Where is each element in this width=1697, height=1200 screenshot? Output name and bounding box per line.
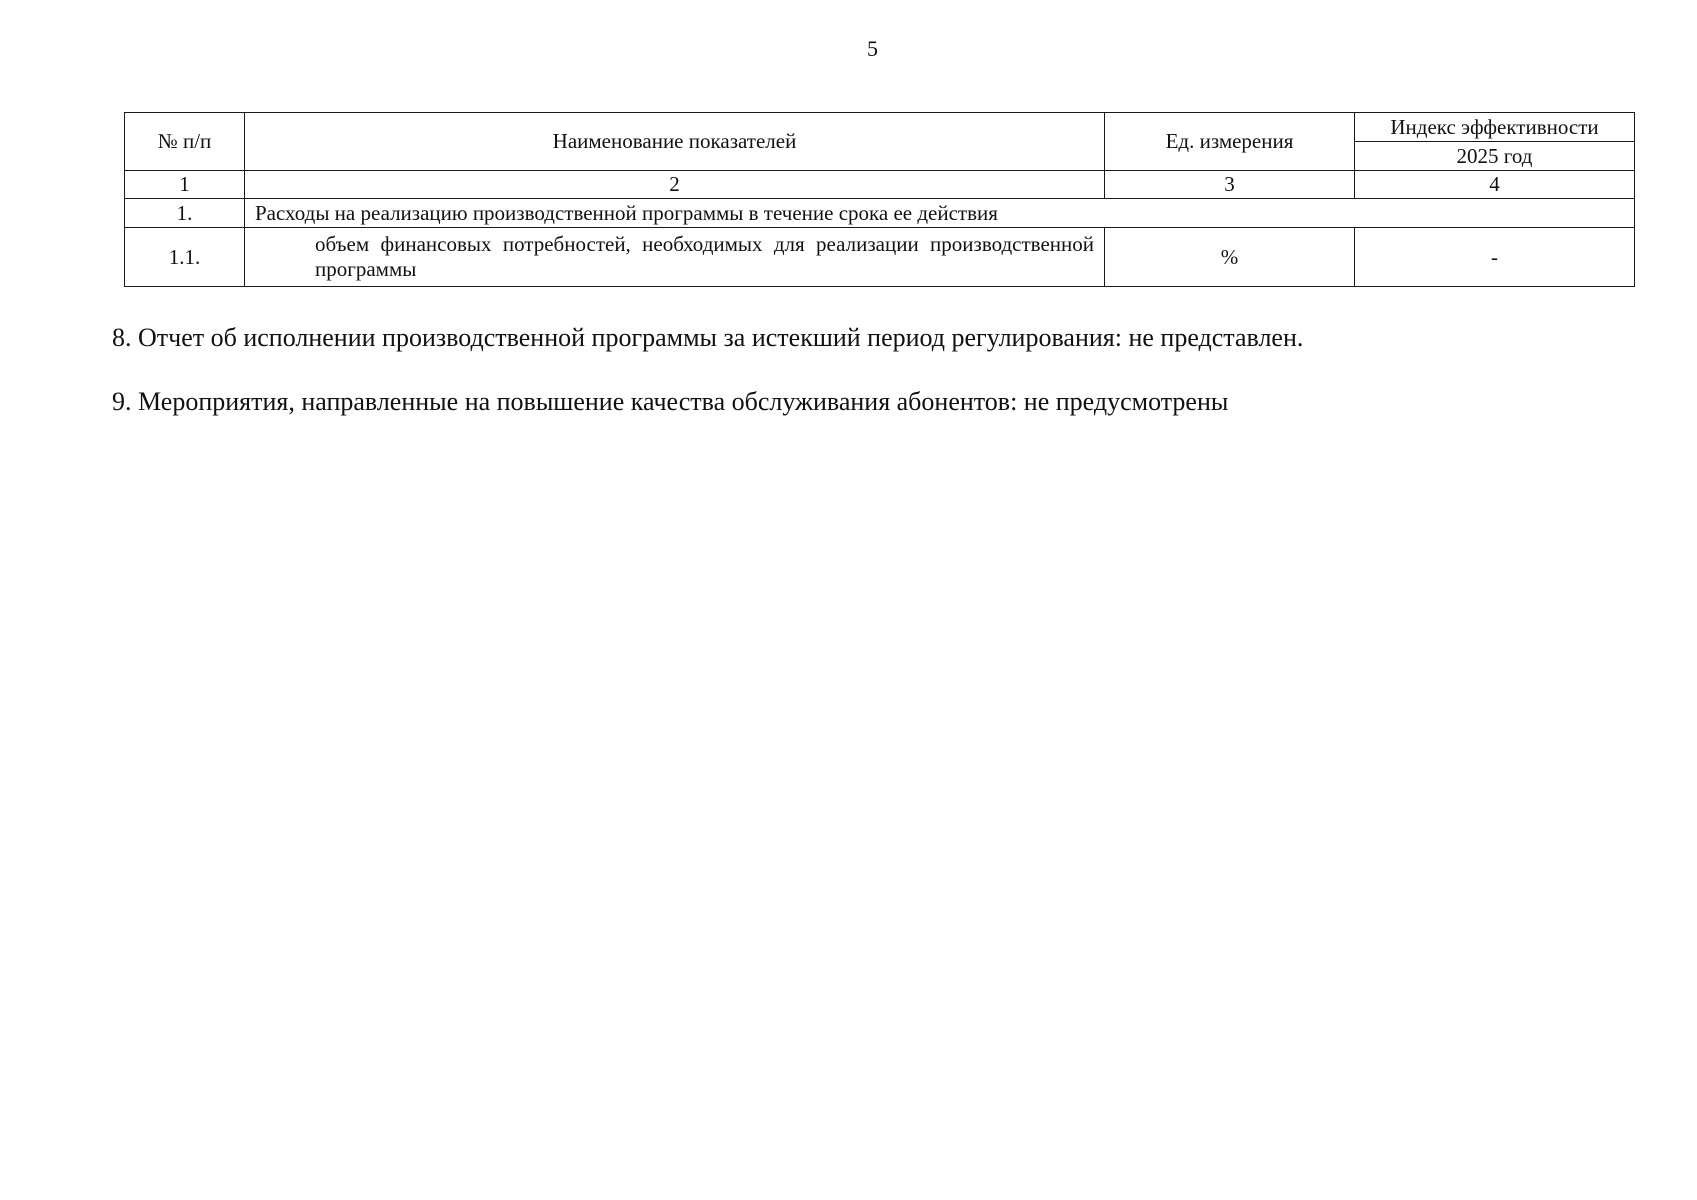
- column-number: 2: [245, 171, 1105, 199]
- row-name: объем финансовых потребностей, необходимых для реализации производственной программы: [245, 228, 1105, 287]
- table-header-row: [125, 113, 1635, 142]
- header-col-num: № п/п: [125, 113, 245, 171]
- column-number: 3: [1105, 171, 1355, 199]
- indicators-table: [124, 112, 1635, 287]
- header-col-index: Индекс эффективности: [1355, 113, 1635, 142]
- column-number: 4: [1355, 171, 1635, 199]
- row-value: -: [1355, 228, 1635, 287]
- table-row: [125, 228, 1635, 287]
- paragraph-report: 8. Отчет об исполнении производственной программы за истекший период регулирования: не представлен.: [112, 323, 1304, 352]
- header-col-year: 2025 год: [1355, 142, 1635, 171]
- section-number: 1.: [125, 199, 245, 228]
- column-number: 1: [125, 171, 245, 199]
- section-row: [125, 199, 1635, 228]
- row-unit: %: [1105, 228, 1355, 287]
- header-col-name: Наименование показателей: [245, 113, 1105, 171]
- row-number: 1.1.: [125, 228, 245, 287]
- page-number: 5: [867, 36, 878, 61]
- section-title: Расходы на реализацию производственной программы в течение срока ее действия: [245, 199, 1635, 228]
- paragraph-measures: 9. Мероприятия, направленные на повышение качества обслуживания абонентов: не предусмотрены: [112, 387, 1229, 416]
- header-col-unit: Ед. измерения: [1105, 113, 1355, 171]
- column-numbers-row: [125, 171, 1635, 199]
